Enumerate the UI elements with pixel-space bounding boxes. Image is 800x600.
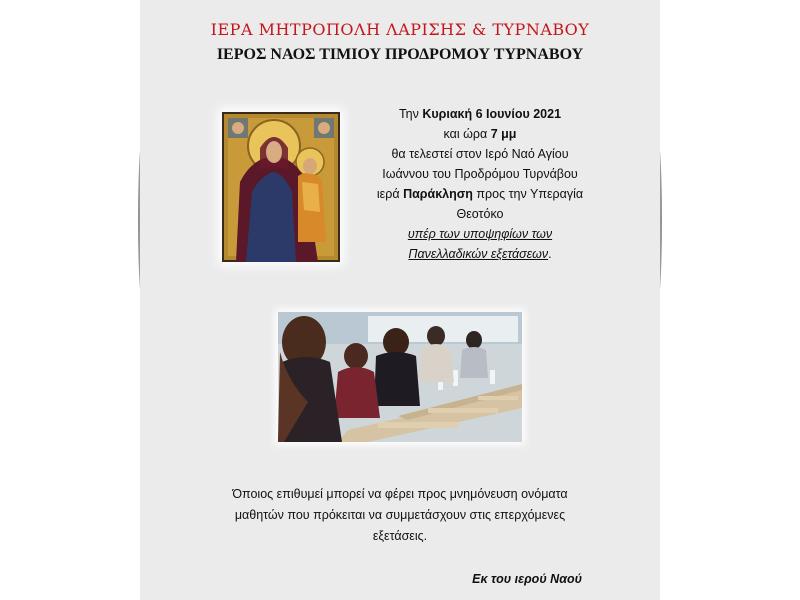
notice-line-3: εξετάσεις. xyxy=(372,529,428,543)
service-name: Παράκληση xyxy=(403,187,473,201)
document-page xyxy=(140,0,660,600)
service-announcement xyxy=(360,104,600,264)
metropolis-title: ΙΕΡΑ ΜΗΤΡΟΠΟΛΗ ΛΑΡΙΣΗΣ & ΤΥΡΝΑΒΟΥ xyxy=(210,20,590,39)
announcement-line-time xyxy=(360,124,600,144)
time-prefix: και ώρα xyxy=(443,127,491,141)
exams-period: . xyxy=(548,247,552,261)
announcement-line-4: Ιωάννου του Προδρόμου Τυρνάβου xyxy=(382,167,578,181)
announcement-line-date xyxy=(360,104,600,124)
announcement-line-6: Θεοτόκο xyxy=(456,207,504,221)
service-time: 7 μμ xyxy=(490,127,517,141)
announcement-line-8 xyxy=(360,244,600,264)
announcement-line-7: υπέρ των υποψηφίων των xyxy=(407,227,553,241)
service-date: Κυριακή 6 Ιουνίου 2021 xyxy=(422,107,562,121)
announcement-line-3: θα τελεστεί στον Ιερό Ναό Αγίου xyxy=(391,147,569,161)
theotokos-icon-image xyxy=(222,112,340,262)
names-commemoration-notice xyxy=(215,484,585,547)
announcement-line-5 xyxy=(360,184,600,204)
notice-line-2: μαθητών που πρόκειται να συμμετάσχουν στις επερχόμενες xyxy=(234,508,566,522)
signature: Εκ του ιερού Ναού xyxy=(472,572,582,586)
notice-line-1: Όποιος επιθυμεί μπορεί να φέρει προς μνημόνευση ονόματα xyxy=(232,487,568,501)
service-prefix: ιερά xyxy=(376,187,404,201)
exams-name: Πανελλαδικών εξετάσεων xyxy=(408,247,549,261)
service-suffix: προς την Υπεραγία xyxy=(472,187,584,201)
exam-students-photo xyxy=(278,312,522,442)
church-title: ΙΕΡΟΣ ΝΑΟΣ ΤΙΜΙΟΥ ΠΡΟΔΡΟΜΟΥ ΤΥΡΝΑΒΟΥ xyxy=(216,46,584,63)
date-prefix: Την xyxy=(398,107,423,121)
